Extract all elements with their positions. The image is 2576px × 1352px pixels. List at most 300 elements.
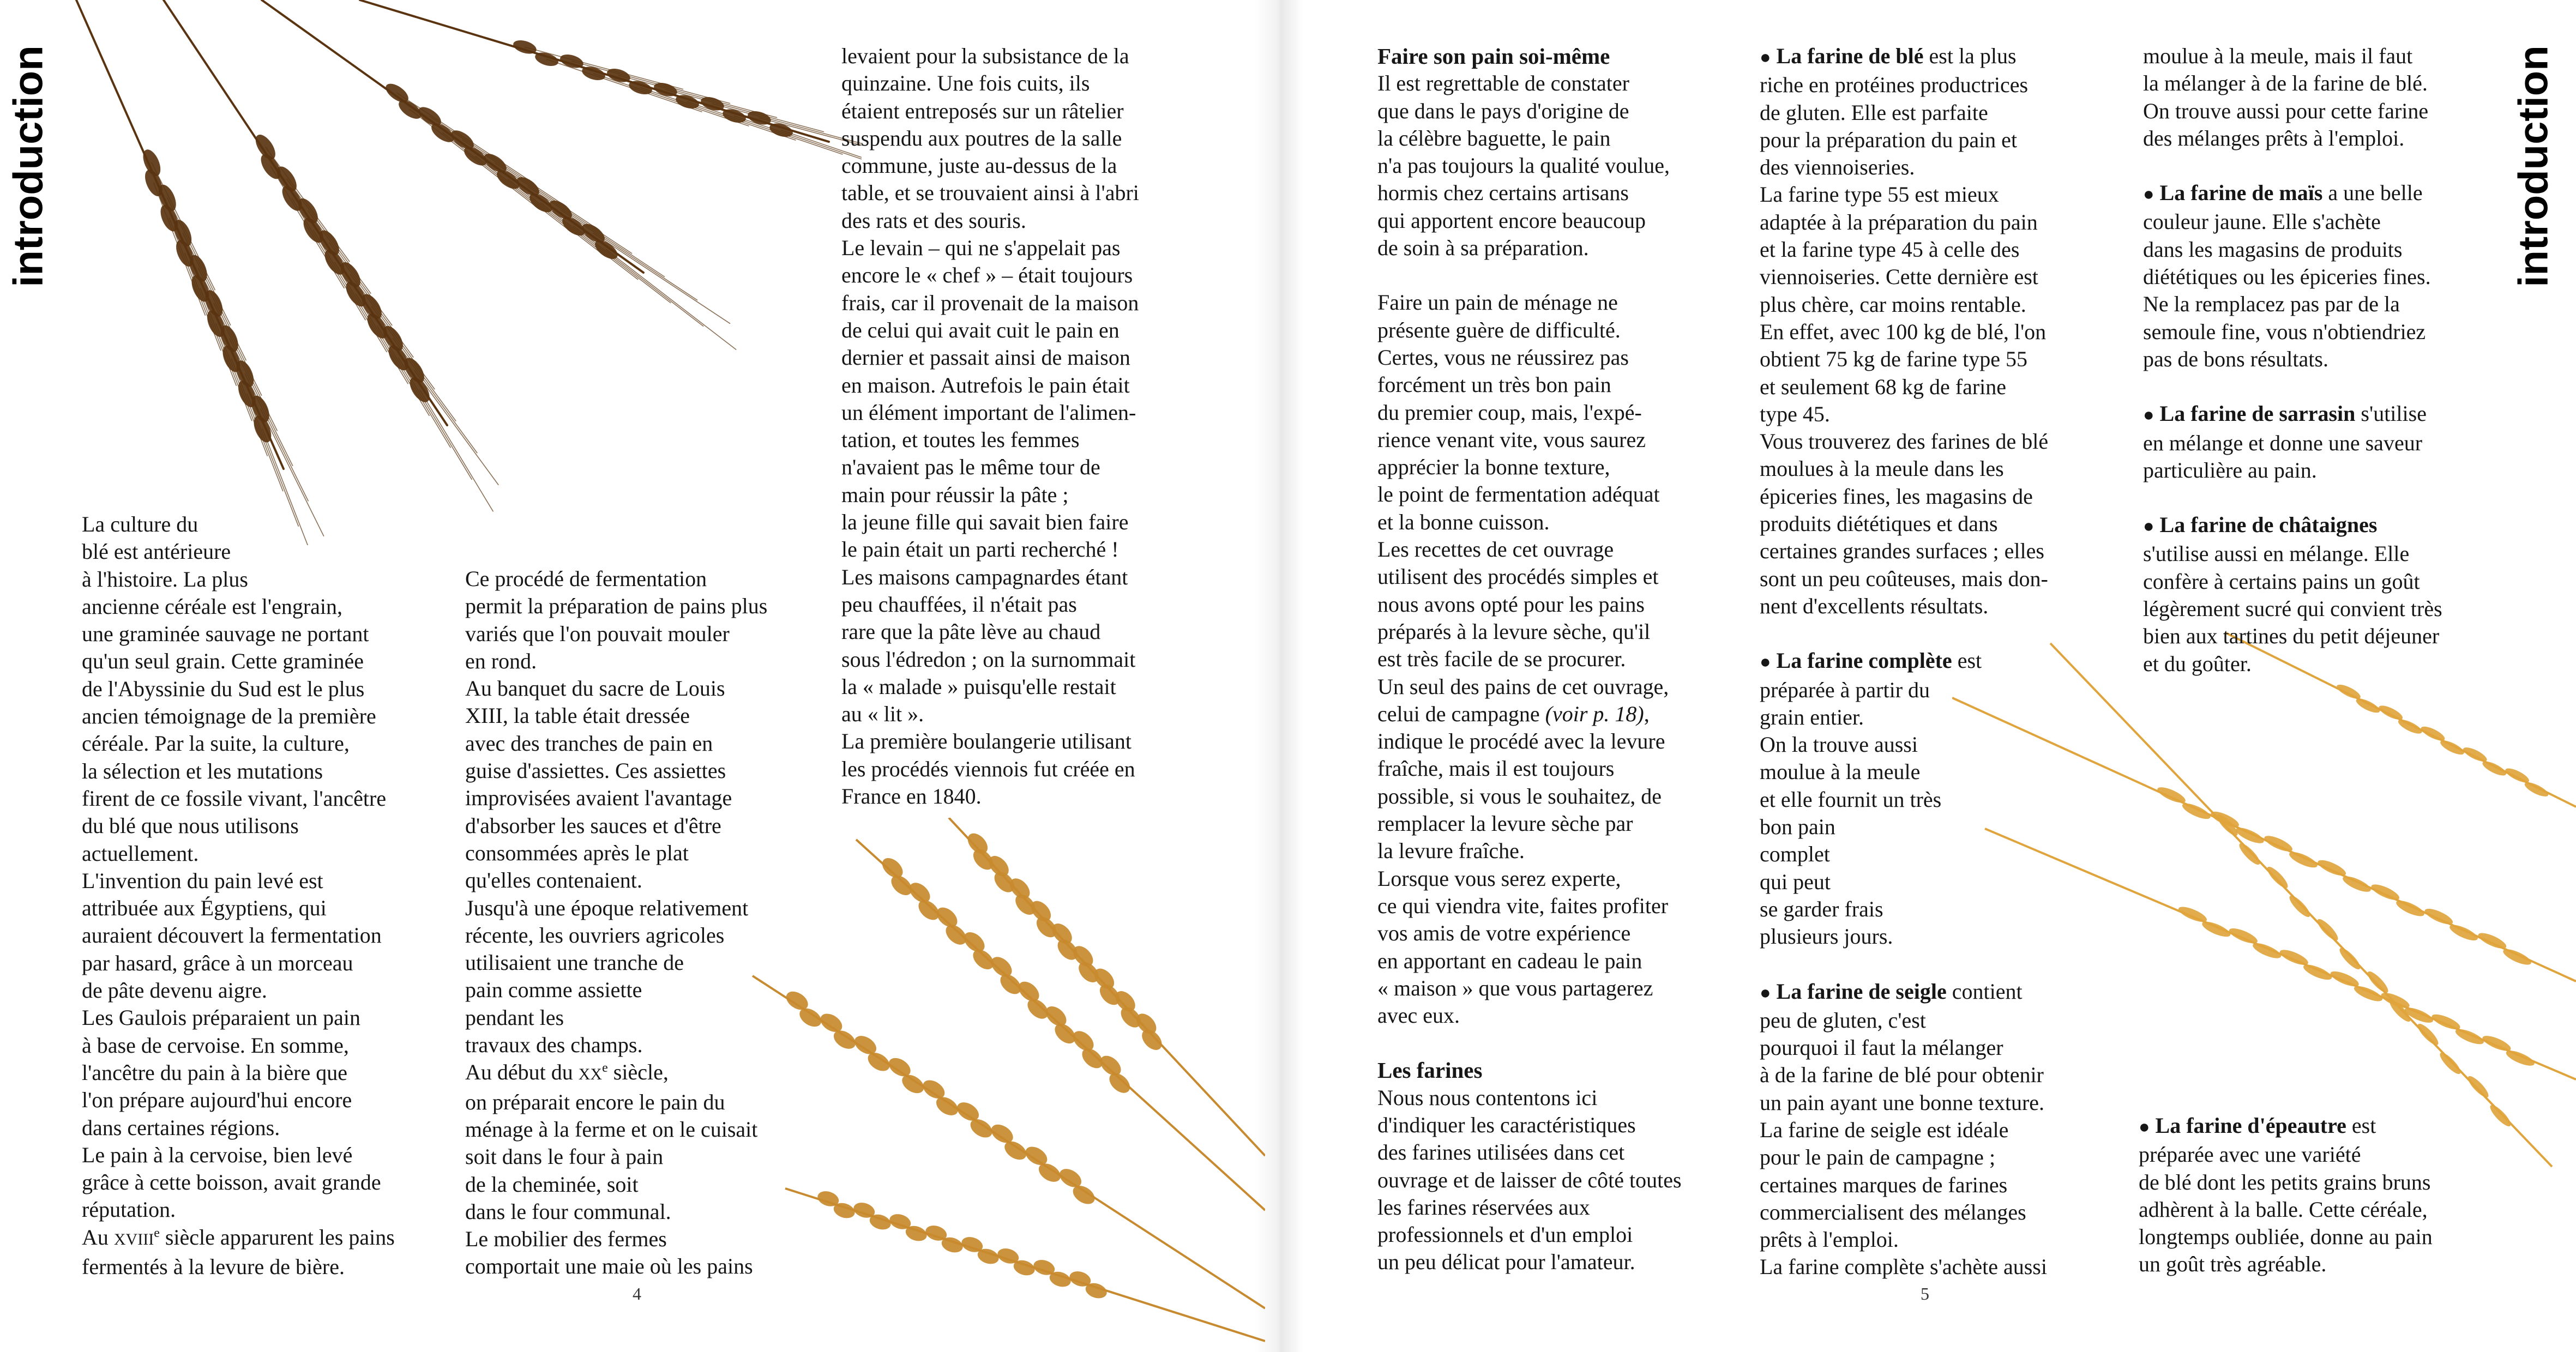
- text-line: ouvrage et de laisser de côté toutes: [1377, 1167, 1682, 1192]
- text-line: L'invention du pain levé est: [82, 868, 323, 893]
- text-line: Ce procédé de fermentation: [465, 566, 707, 591]
- text-line: apprécier la bonne texture,: [1377, 455, 1610, 480]
- text-line: pour le pain de campagne ;: [1760, 1145, 1996, 1170]
- text-line: nent d'excellents résultats.: [1760, 593, 1989, 618]
- grain: [2481, 1033, 2513, 1054]
- grain: [2328, 968, 2361, 989]
- section-tab-label: introduction: [5, 45, 52, 287]
- text-line: de celui qui avait cuit le pain en: [841, 317, 1120, 342]
- text-line: qui peut: [1760, 869, 1831, 894]
- text-line: improvisées avaient l'avantage: [465, 786, 732, 811]
- text-line: main pour réussir la pâte ;: [841, 482, 1069, 507]
- text-block: [2143, 540, 2503, 677]
- text-line: indique le procédé avec la levure: [1377, 729, 1665, 754]
- awn: [574, 226, 703, 326]
- page-reference: (voir p. 18): [1545, 701, 1644, 726]
- awn: [399, 358, 472, 479]
- wheat-ear: [785, 1188, 1265, 1341]
- grain: [2287, 893, 2313, 920]
- grain: [2200, 919, 2232, 939]
- text-line: réputation.: [82, 1197, 176, 1222]
- text-line: Le levain – qui ne s'appelait pas: [841, 236, 1121, 261]
- text-line: guise d'assiettes. Ces assiettes: [465, 758, 726, 783]
- text-line: avec des tranches de pain en: [465, 731, 713, 756]
- awn: [571, 61, 730, 103]
- text-line: du blé que nous utilisons: [82, 813, 299, 838]
- text-line: du premier coup, mais, l'expé-: [1377, 400, 1642, 425]
- text-block: [1760, 1007, 2109, 1281]
- flour-entry-title: ● La farine de seigle contient: [1760, 979, 2023, 1004]
- awn: [547, 59, 702, 112]
- text-line: pourquoi il faut la mélanger: [1760, 1035, 2003, 1060]
- text-line: l'on prépare aujourd'hui encore: [82, 1088, 352, 1113]
- page-number-right: 5: [1921, 1284, 1929, 1303]
- barley-ear: [262, 0, 736, 349]
- text-line: légèrement sucré qui convient très: [2143, 596, 2442, 621]
- text-span: est: [2346, 1113, 2376, 1138]
- text-line: auraient découvert la fermentation: [82, 923, 382, 948]
- text-line: la sélection et les mutations: [82, 758, 323, 783]
- text-line: dans certaines régions.: [82, 1115, 280, 1140]
- text-line: La farine complète s'achète aussi: [1760, 1254, 2047, 1279]
- text-line: de blé dont les petits grains bruns: [2139, 1169, 2431, 1194]
- section-heading: Faire son pain soi-même: [1377, 44, 1610, 69]
- text-line: Nous nous contentons ici: [1377, 1085, 1598, 1110]
- text-line: particulière au pain.: [2143, 457, 2317, 482]
- text-span: Au début du: [465, 1060, 579, 1085]
- grain: [2476, 930, 2508, 952]
- text-block: [1760, 71, 2109, 620]
- text-line: permit la préparation de pains plus: [465, 594, 768, 619]
- text-span: XX: [578, 1065, 603, 1084]
- text-line: XIII, la table était dressée: [465, 703, 690, 728]
- awn: [665, 89, 823, 131]
- grain: [2341, 873, 2373, 895]
- barley-photo: [55, 0, 862, 545]
- text-line: et la farine type 45 à celle des: [1760, 237, 2020, 262]
- awn: [247, 394, 298, 527]
- text-line: récente, les ouvriers agricoles: [465, 922, 725, 947]
- awn: [245, 374, 308, 501]
- text-line: n'a pas toujours la qualité voulue,: [1377, 153, 1670, 178]
- text-line: fraîche, mais il est toujours: [1377, 756, 1615, 781]
- text-line: et du goûter.: [2143, 651, 2252, 676]
- text-block: [465, 565, 814, 1059]
- text-line: peu de gluten, c'est: [1760, 1007, 1926, 1033]
- text-line: qu'un seul grain. Cette graminée: [82, 649, 364, 674]
- text-line: que dans le pays d'origine de: [1377, 98, 1629, 123]
- text-line: en rond.: [465, 648, 537, 673]
- section-tab-left: [7, 38, 50, 294]
- grain: [2503, 766, 2531, 786]
- right-column-1: [1377, 43, 1726, 1276]
- text-line: dernier et passait ainsi de maison: [841, 345, 1130, 370]
- text-block: [465, 1089, 814, 1281]
- text-line: ancienne céréale est l'engrain,: [82, 594, 343, 619]
- barley-ear: [360, 0, 862, 183]
- text-line: Les maisons campagnardes étant: [841, 564, 1128, 589]
- text-line: un goût très agréable.: [2139, 1252, 2327, 1277]
- text-line: pain comme assiette: [465, 977, 642, 1003]
- text-block: [2143, 43, 2503, 152]
- text-line: prêts à l'emploi.: [1760, 1227, 1899, 1252]
- text-line: moulue à la meule, mais il faut: [2143, 44, 2413, 68]
- text-line: un pain ayant une bonne texture.: [1760, 1090, 2045, 1115]
- text-line: sont un peu coûteuses, mais don-: [1760, 566, 2048, 591]
- text-line: et seulement 68 kg de farine: [1760, 374, 2007, 399]
- flour-name: La farine d'épeautre: [2155, 1113, 2346, 1138]
- text-line: actuellement.: [82, 841, 199, 866]
- text-line: de la cheminée, soit: [465, 1172, 639, 1197]
- flour-entry-title: ● La farine de sarrasin s'utilise: [2143, 401, 2427, 426]
- text-line: obtient 75 kg de farine type 55: [1760, 347, 2027, 372]
- awn: [688, 102, 842, 154]
- superscript: e: [602, 1061, 608, 1076]
- text-line: au « lit ».: [841, 702, 924, 727]
- text-line: avec eux.: [1377, 1003, 1460, 1028]
- text-line: et elle fournit un très: [1760, 787, 1942, 812]
- text-line: dans les magasins de produits: [2143, 237, 2403, 262]
- text-line: de pâte devenu aigre.: [82, 978, 267, 1003]
- grain: [2354, 696, 2381, 716]
- page-number-left: 4: [633, 1284, 641, 1303]
- text-line: « maison » que vous partagerez: [1377, 975, 1653, 1000]
- text-line: quinzaine. Une fois cuits, ils: [841, 71, 1090, 96]
- awn: [606, 250, 736, 349]
- text-line: Un seul des pains de cet ouvrage,: [1377, 674, 1669, 699]
- text-line: la « malade » puisqu'elle restait: [841, 674, 1116, 699]
- text-line: préparée avec une variété: [2139, 1142, 2361, 1167]
- grain: [2419, 724, 2447, 744]
- text-line: rience venant vite, vous saurez: [1377, 427, 1646, 452]
- text-line: grâce à cette boisson, avait grande: [82, 1170, 381, 1195]
- text-line: longtemps oubliée, donne au pain: [2139, 1224, 2433, 1250]
- text-span: est: [1952, 648, 1982, 673]
- text-line: les procédés viennois fut créée en: [841, 756, 1135, 781]
- text-span: siècle,: [607, 1060, 669, 1085]
- grain: [2337, 945, 2363, 972]
- text-line: la mélanger à de la farine de blé.: [2143, 71, 2428, 96]
- text-line: et la bonne cuisson.: [1377, 509, 1550, 534]
- text-line: ménage à la ferme et on le cuisait: [465, 1116, 758, 1142]
- text-line: rare que la pâte lève au chaud: [841, 619, 1101, 644]
- text-line: levaient pour la subsistance de la: [841, 44, 1129, 68]
- text-block: [82, 511, 442, 1224]
- text-block: [1760, 677, 2109, 951]
- flour-entry-title: ● La farine d'épeautre est: [2139, 1113, 2376, 1138]
- text-line: dans le four communal.: [465, 1199, 671, 1224]
- text-line: blé est antérieure: [82, 539, 231, 564]
- text-line: pendant les: [465, 1005, 564, 1030]
- text-block: [1377, 728, 1726, 1029]
- text-line: la levure fraîche.: [1377, 838, 1525, 864]
- text-span: a une belle: [2322, 180, 2423, 206]
- text-line: Au banquet du sacre de Louis: [465, 676, 725, 701]
- text-line: s'utilise aussi en mélange. Elle: [2143, 541, 2410, 566]
- superscript: e: [154, 1226, 160, 1240]
- text-line: moulue à la meule: [1760, 759, 1921, 784]
- grain: [2302, 962, 2334, 982]
- text-line: table, et se trouvaient ainsi à l'abri: [841, 180, 1139, 206]
- grain: [2394, 897, 2426, 919]
- text-line: se garder frais: [1760, 896, 1883, 921]
- text-span: s'utilise: [2355, 401, 2427, 426]
- text-line: ce qui viendra vite, faites profiter: [1377, 893, 1669, 918]
- text-line: Lorsque vous serez experte,: [1377, 866, 1621, 891]
- wheat-ear: [856, 840, 1265, 1210]
- text-line: céréale. Par la suite, la culture,: [82, 731, 350, 756]
- text-line: frais, car il provenait de la maison: [841, 290, 1139, 315]
- text-line: peu chauffées, il n'était pas: [841, 592, 1077, 617]
- text-line: On trouve aussi pour cette farine: [2143, 98, 2429, 123]
- grain: [2278, 947, 2310, 968]
- text-line: certaines marques de farines: [1760, 1172, 2008, 1197]
- text-line: [1377, 701, 1726, 728]
- text-line: étaient entreposés sur un râtelier: [841, 98, 1124, 123]
- text-line: consommées après le plat: [465, 840, 689, 865]
- text-line: des rats et des souris.: [841, 208, 1026, 233]
- text-line: fermentés à la levure de bière.: [82, 1254, 345, 1279]
- flour-name: La farine de sarrasin: [2159, 401, 2356, 426]
- grain: [2315, 916, 2341, 943]
- section-heading: Les farines: [1377, 1058, 1483, 1083]
- grain: [2377, 703, 2404, 722]
- grain: [2504, 1048, 2536, 1069]
- text-line: de l'Abyssinie du Sud est le plus: [82, 676, 365, 701]
- text-line: on préparait encore le pain du: [465, 1089, 725, 1114]
- text-line: ancien témoignage de la première: [82, 704, 376, 729]
- text-line: à de la farine de blé pour obtenir: [1760, 1063, 2044, 1088]
- text-line: viennoiseries. Cette dernière est: [1760, 264, 2038, 289]
- text-line: pour la préparation du pain et: [1760, 127, 2018, 152]
- text-block: [1377, 1084, 1726, 1276]
- awn: [561, 210, 697, 300]
- text-span: celui de campagne: [1377, 701, 1545, 726]
- text-line: le pain était un parti recherché !: [841, 537, 1119, 562]
- text-block: [1377, 289, 1726, 700]
- text-line: qu'elles contenaient.: [465, 868, 642, 893]
- section-tab-label: introduction: [2510, 45, 2557, 287]
- text-line: confère à certains pains un goût: [2143, 569, 2420, 594]
- flour-name: La farine de seigle: [1776, 979, 1947, 1004]
- text-line: pas de bons résultats.: [2143, 346, 2328, 371]
- grain: [2439, 738, 2466, 757]
- grain: [2423, 906, 2454, 927]
- text-line: forcément un très bon pain: [1377, 372, 1611, 397]
- flour-name: La farine de maïs: [2159, 180, 2323, 206]
- grain: [2251, 940, 2283, 961]
- awn: [594, 74, 749, 126]
- text-line: en maison. Autrefois le pain était: [841, 372, 1130, 397]
- barley-ear: [76, 0, 324, 545]
- text-line: couleur jaune. Elle s'achète: [2143, 209, 2381, 234]
- awn: [414, 370, 498, 485]
- text-line: produits diététiques et dans: [1760, 511, 1998, 536]
- grain: [2415, 1021, 2441, 1048]
- grain: [2397, 717, 2424, 737]
- text-line: l'ancêtre du pain à la bière que: [82, 1060, 347, 1085]
- text-line: professionnels et d'un emploi: [1377, 1222, 1633, 1247]
- right-column-3: [2143, 43, 2503, 678]
- awn: [393, 339, 477, 453]
- text-line: suspendu aux poutres de la salle: [841, 125, 1122, 150]
- text-line: En effet, avec 100 kg de blé, l'on: [1760, 319, 2047, 344]
- flour-name: La farine complète: [1776, 648, 1952, 673]
- text-line: n'avaient pas le même tour de: [841, 455, 1100, 480]
- text-line: des mélanges prêts à l'emploi.: [2143, 125, 2405, 150]
- text-line: diététiques ou les épiceries fines.: [2143, 264, 2431, 289]
- text-line: tation, et toutes les femmes: [841, 427, 1080, 452]
- text-line: firent de ce fossile vivant, l'ancêtre: [82, 786, 387, 811]
- text-line: adhèrent à la balle. Cette céréale,: [2139, 1197, 2428, 1222]
- text-line: grain entier.: [1760, 704, 1864, 729]
- flour-entry-title: ● La farine de châtaignes: [2143, 512, 2378, 538]
- text-line: de soin à sa préparation.: [1377, 236, 1589, 261]
- text-line: à base de cervoise. En somme,: [82, 1033, 349, 1058]
- text-block: [2143, 430, 2503, 485]
- text-line: des viennoiseries.: [1760, 155, 1915, 180]
- text-line: Vous trouverez des farines de blé: [1760, 429, 2049, 454]
- grain: [2369, 882, 2401, 903]
- text-line: en mélange et donne une saveur: [2143, 430, 2423, 455]
- text-line: sous l'édredon ; on la surnommait: [841, 647, 1136, 672]
- text-line: préparée à partir du: [1760, 677, 1930, 702]
- text-line: en apportant en cadeau le pain: [1377, 948, 1642, 973]
- text-line: Les Gaulois préparaient un pain: [82, 1005, 360, 1030]
- text-line: bon pain: [1760, 814, 1835, 840]
- grain: [2288, 849, 2319, 871]
- text-line: riche en protéines productrices: [1760, 73, 2029, 98]
- text-line: d'absorber les sauces et d'être: [465, 813, 721, 838]
- text-line: des farines utilisées dans cet: [1377, 1140, 1625, 1165]
- text-line: de gluten. Elle est parfaite: [1760, 100, 1988, 125]
- left-column-3: [841, 43, 1201, 810]
- text-line: La farine de seigle est idéale: [1760, 1117, 2009, 1142]
- text-line: Jusqu'à une époque relativement: [465, 895, 749, 920]
- grain: [2228, 925, 2260, 946]
- awn: [593, 233, 730, 324]
- right-column-3-bottom: [2139, 1112, 2499, 1278]
- grain: [2237, 841, 2263, 867]
- text-line: La farine type 55 est mieux: [1760, 182, 1999, 207]
- grain: [2501, 946, 2533, 968]
- grain: [2234, 825, 2266, 847]
- text-line: attribuée aux Égyptiens, qui: [82, 896, 327, 921]
- grain: [2437, 1050, 2464, 1077]
- barley-ear: [164, 0, 498, 511]
- text-line: Les recettes de cet ouvrage: [1377, 537, 1614, 562]
- text-line: complet: [1760, 842, 1830, 867]
- left-column-2: [465, 565, 814, 1281]
- section-tab-right: [2512, 38, 2555, 294]
- text-span: est la plus: [1923, 44, 2017, 68]
- grain: [2177, 904, 2209, 925]
- text-line: encore le « chef » – était toujours: [841, 263, 1133, 288]
- text-line: On la trouve aussi: [1760, 732, 1918, 757]
- grain: [2448, 922, 2479, 944]
- text-block: [841, 43, 1201, 810]
- text-block: [2139, 1141, 2499, 1278]
- text-line: remplacer la levure sèche par: [1377, 811, 1633, 836]
- text-line: vos amis de votre expérience: [1377, 921, 1631, 946]
- grain: [2316, 857, 2348, 879]
- text-span: siècle apparurent les pains: [159, 1224, 395, 1250]
- awn: [641, 88, 796, 140]
- text-line: Ne la remplacez pas par de la: [2143, 292, 2400, 317]
- grain: [2335, 682, 2362, 702]
- text-block: [1377, 70, 1726, 262]
- text-line: France en 1840.: [841, 784, 982, 809]
- flour-entry-title: ● La farine complète est: [1760, 648, 1982, 673]
- text-line: par hasard, grâce à un morceau: [82, 950, 353, 975]
- text-line: hormis chez certains artisans: [1377, 180, 1629, 206]
- text-line: est très facile de se procurer.: [1377, 647, 1626, 672]
- grain: [2262, 833, 2294, 855]
- awn: [525, 47, 683, 89]
- grain: [2430, 1011, 2462, 1032]
- text-line: à l'histoire. La plus: [82, 566, 248, 592]
- text-line: d'indiquer les caractéristiques: [1377, 1112, 1636, 1137]
- text-line: possible, si vous le souhaitez, de: [1377, 783, 1662, 808]
- oat-spikelet: [2050, 643, 2552, 1167]
- grain: [2156, 784, 2187, 806]
- grain: [2454, 1026, 2486, 1047]
- grain: [2181, 800, 2212, 822]
- text-line: utilisaient une tranche de: [465, 950, 684, 975]
- text-line: commercialisent des mélanges: [1760, 1199, 2026, 1224]
- text-line: utilisent des procédés simples et: [1377, 564, 1659, 589]
- text-line: [82, 1224, 442, 1253]
- awn: [618, 75, 777, 117]
- text-span: Au: [82, 1224, 114, 1250]
- text-line: La culture du: [82, 512, 198, 536]
- grain: [2523, 780, 2550, 799]
- text-line: Il est regrettable de constater: [1377, 71, 1629, 96]
- text-line: plusieurs jours.: [1760, 924, 1893, 949]
- text-line: le point de fermentation adéquat: [1377, 482, 1660, 507]
- left-column-1: [82, 511, 442, 1281]
- text-line: la célèbre baguette, le pain: [1377, 125, 1611, 150]
- text-line: travaux des champs.: [465, 1033, 643, 1058]
- text-line: [465, 1059, 814, 1088]
- text-line: un peu délicat pour l'amateur.: [1377, 1250, 1635, 1275]
- text-line: adaptée à la préparation du pain: [1760, 209, 2038, 234]
- text-line: les farines réservées aux: [1377, 1194, 1590, 1220]
- grain: [2465, 1073, 2491, 1100]
- text-block: [2143, 208, 2503, 373]
- text-line: présente guère de difficulté.: [1377, 317, 1621, 342]
- text-span: ,: [1644, 701, 1650, 726]
- text-line: type 45.: [1760, 401, 1830, 426]
- flour-name: La farine de blé: [1776, 44, 1924, 68]
- text-span: XVIII: [113, 1230, 154, 1248]
- text-line: épiceries fines, les magasins de: [1760, 484, 2033, 509]
- text-line: préparés à la levure sèche, qu'il: [1377, 619, 1651, 644]
- wheat-ear: [949, 818, 1265, 1156]
- text-line: Certes, vous ne réussirez pas: [1377, 345, 1629, 370]
- text-line: La première boulangerie utilisant: [841, 729, 1132, 754]
- text-span: contient: [1946, 979, 2023, 1004]
- text-line: Le pain à la cervoise, bien levé: [82, 1142, 353, 1167]
- flour-name: La farine de châtaignes: [2159, 512, 2378, 538]
- text-line: nous avons opté pour les pains: [1377, 592, 1645, 617]
- text-line: un élément important de l'alimen-: [841, 400, 1136, 425]
- grain: [2481, 759, 2508, 778]
- text-line: la jeune fille qui savait bien faire: [841, 510, 1129, 535]
- awn: [420, 390, 493, 511]
- text-line: Le mobilier des fermes: [465, 1227, 667, 1252]
- flour-entry-title: ● La farine de maïs a une belle: [2143, 180, 2423, 206]
